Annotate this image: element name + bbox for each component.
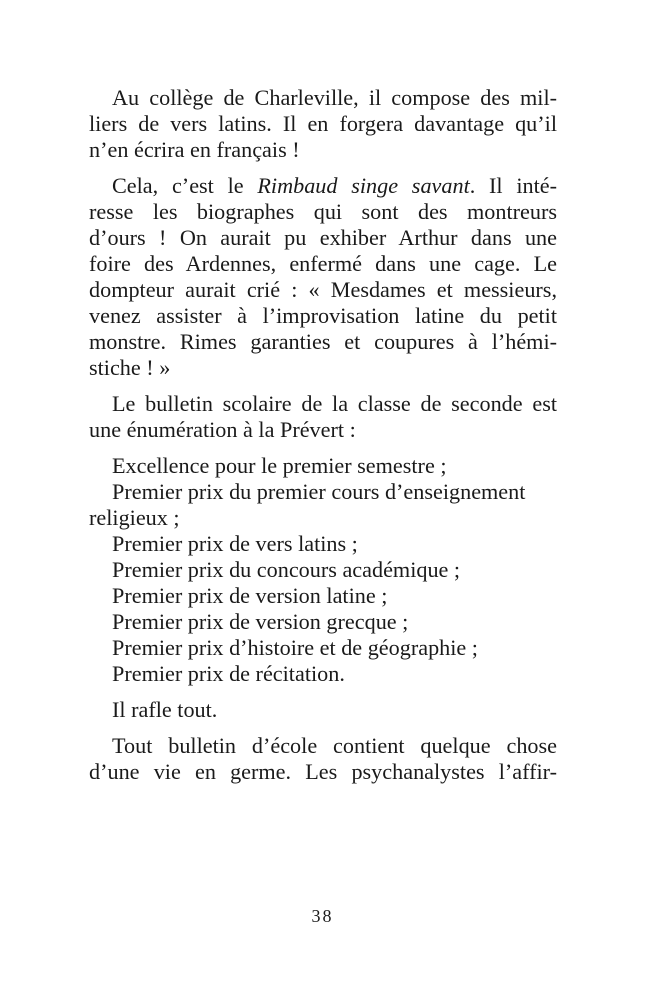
italic-title: Rimbaud singe savant — [257, 173, 470, 198]
text-line: monstre. Rimes garanties et coupures à l’hémi- — [89, 329, 557, 354]
text-run: Cela, c’est le — [112, 173, 258, 198]
page-number: 38 — [311, 906, 334, 926]
page-body — [89, 85, 557, 795]
text-line: n’en écrira en français ! — [89, 137, 300, 162]
paragraph-charleville — [89, 85, 557, 163]
list-item: Premier prix de vers latins ; — [112, 531, 358, 556]
text-line: liers de vers latins. Il en forgera davantage qu’il — [89, 111, 557, 136]
list-item: Excellence pour le premier semestre ; — [112, 453, 447, 478]
text-line: dompteur aurait crié : « Mesdames et messieurs, — [89, 277, 557, 302]
text-line: d’une vie en germe. Les psychanalystes l’affir- — [89, 759, 557, 784]
paragraph-final — [89, 733, 557, 785]
text-line: d’ours ! On aurait pu exhiber Arthur dans une — [89, 225, 557, 250]
list-item: religieux ; — [89, 505, 180, 530]
text-line: Au collège de Charleville, il compose des mil- — [112, 85, 557, 110]
prize-list — [89, 453, 557, 687]
text-line: Le bulletin scolaire de la classe de seconde est — [112, 391, 557, 416]
paragraph-singe-savant — [89, 173, 557, 381]
text-line: Tout bulletin d’école contient quelque chose — [112, 733, 557, 758]
list-item: Premier prix du concours académique ; — [112, 557, 461, 582]
paragraph-bulletin — [89, 391, 557, 443]
list-item: Premier prix de version grecque ; — [112, 609, 409, 634]
text-line: une énumération à la Prévert : — [89, 417, 356, 442]
text-line: foire des Ardennes, enfermé dans une cage. Le — [89, 251, 557, 276]
list-item: Premier prix de récitation. — [112, 661, 345, 686]
list-item: Premier prix de version latine ; — [112, 583, 388, 608]
text-line: Il rafle tout. — [112, 697, 218, 722]
text-line: venez assister à l’improvisation latine du petit — [89, 303, 557, 328]
text-line — [89, 173, 557, 199]
text-run: . Il inté- — [469, 173, 557, 198]
paragraph-rafle — [89, 697, 557, 723]
text-line: stiche ! » — [89, 355, 171, 380]
list-item: Premier prix d’histoire et de géographie ; — [112, 635, 478, 660]
list-item: Premier prix du premier cours d’enseignement — [112, 479, 526, 504]
text-line: resse les biographes qui sont des montreurs — [89, 199, 557, 224]
